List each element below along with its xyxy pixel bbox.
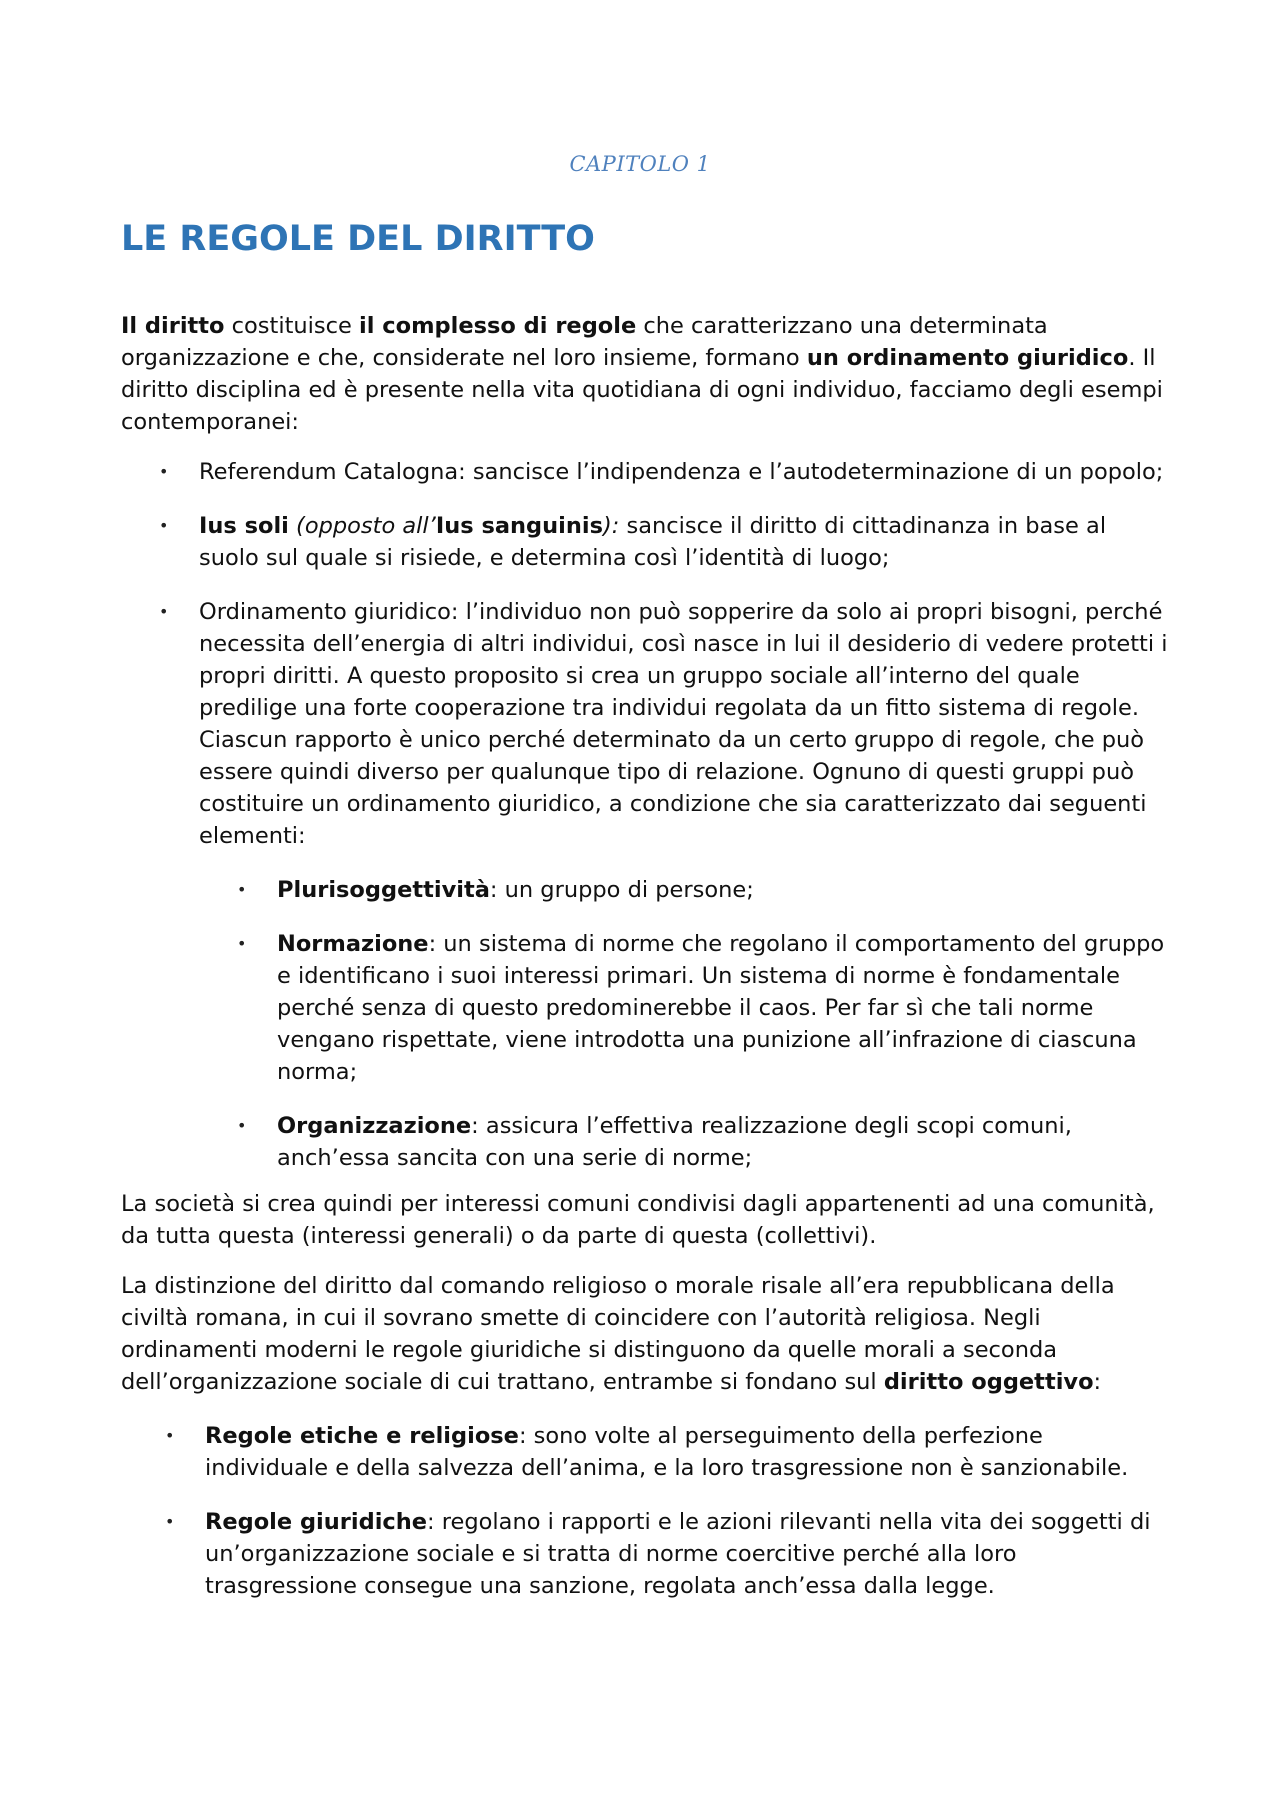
list-item-text: : un sistema di norme che regolano il comportamento del gruppo e identificano i suoi interessi primari. Un sistema di norme è fondamentale perché senza di questo predominerebbe il caos. Per far sì che tali norme vengano rispettate, viene introdotta una punizione all’infrazione di ciascuna norma; xyxy=(277,931,1165,1085)
document-body xyxy=(121,310,1171,1624)
bold-term: diritto oggettivo xyxy=(883,1369,1094,1395)
bold-term: Regole etiche e religiose xyxy=(205,1423,519,1449)
list-item-element xyxy=(199,874,1171,906)
bold-term: Regole giuridiche xyxy=(205,1509,428,1535)
bold-term: Ius soli xyxy=(199,513,289,539)
list-item-ius-soli xyxy=(121,510,1171,574)
rules-list xyxy=(121,1420,1171,1602)
list-item-element xyxy=(199,928,1171,1088)
bold-term: un ordinamento giuridico xyxy=(806,345,1129,371)
elements-list xyxy=(199,874,1171,1174)
list-item-text: Ordinamento giuridico: l’individuo non può sopperire da solo ai propri bisogni, perché necessita dell’energia di altri individui, così nasce in lui il desiderio di vedere protetti i propri diritti. A questo proposito si crea un gruppo sociale all’interno del quale predilige una forte cooperazione tra individui regolata da un fitto sistema di regole. Ciascun rapporto è unico perché determinato da un certo gruppo di regole, che può essere quindi diverso per qualunque tipo di relazione. Ognuno di questi gruppi può costituire un ordinamento giuridico, a condizione che sia caratterizzato dai seguenti elementi: xyxy=(199,599,1168,849)
list-item-text: sancisce il diritto di cittadinanza in base al suolo sul quale si risiede, e determina così l’identità di luogo; xyxy=(199,513,1107,571)
list-item-text: : assicura l’effettiva realizzazione degli scopi comuni, anch’essa sancita con una serie di norme; xyxy=(277,1113,1072,1171)
text-span: La distinzione del diritto dal comando religioso o morale risale all’era repubblicana della civiltà romana, in cui il sovrano smette di coincidere con l’autorità religiosa. Negli ordinamenti moderni le regole giuridiche si distinguono da quelle morali a seconda dell’organizzazione sociale di cui trattano, entrambe si fondano sul xyxy=(121,1273,1115,1395)
page-title: LE REGOLE DEL DIRITTO xyxy=(121,219,595,259)
bold-term: Normazione xyxy=(277,931,429,957)
bold-term: Organizzazione xyxy=(277,1113,472,1139)
list-item-text: Referendum Catalogna: sancisce l’indipendenza e l’autodeterminazione di un popolo; xyxy=(199,459,1164,485)
text-span: . Il diritto disciplina ed è presente nella vita quotidiana di ogni individuo, facciamo degli esempi contemporanei: xyxy=(121,345,1163,435)
text-span: costituisce xyxy=(224,313,360,339)
list-item-text: : sono volte al perseguimento della perfezione individuale e della salvezza dell’anima, e la loro trasgressione non è sanzionabile. xyxy=(205,1423,1129,1481)
intro-paragraph xyxy=(121,310,1171,438)
bold-term: il complesso di regole xyxy=(359,313,637,339)
bold-term: Plurisoggettività xyxy=(277,877,490,903)
list-item-rule xyxy=(121,1506,1171,1602)
italic-text: (opposto all’ xyxy=(288,513,436,539)
paragraph-distinzione xyxy=(121,1270,1171,1398)
list-item-element xyxy=(199,1110,1171,1174)
list-item-text: : un gruppo di persone; xyxy=(489,877,754,903)
italic-text: ): xyxy=(603,513,620,539)
chapter-label: CAPITOLO 1 xyxy=(569,152,711,176)
list-item-catalogna xyxy=(121,456,1171,488)
bold-term: Ius sanguinis xyxy=(435,513,603,539)
list-item-text: : regolano i rapporti e le azioni rilevanti nella vita dei soggetti di un’organizzazione sociale e si tratta di norme coercitive perché alla loro trasgressione consegue una sanzione, regolata anch’essa dalla legge. xyxy=(205,1509,1151,1599)
bold-term: Il diritto xyxy=(121,313,225,339)
paragraph-societa: La società si crea quindi per interessi comuni condivisi dagli appartenenti ad una comunità, da tutta questa (interessi generali) o da parte di questa (collettivi). xyxy=(121,1191,1155,1249)
examples-list xyxy=(121,456,1171,1174)
list-item-rule xyxy=(121,1420,1171,1484)
text-span: che caratterizzano una determinata organizzazione e che, considerate nel loro insieme, formano xyxy=(121,313,1048,371)
text-span: : xyxy=(1093,1369,1102,1395)
list-item-ordinamento xyxy=(121,596,1171,1174)
